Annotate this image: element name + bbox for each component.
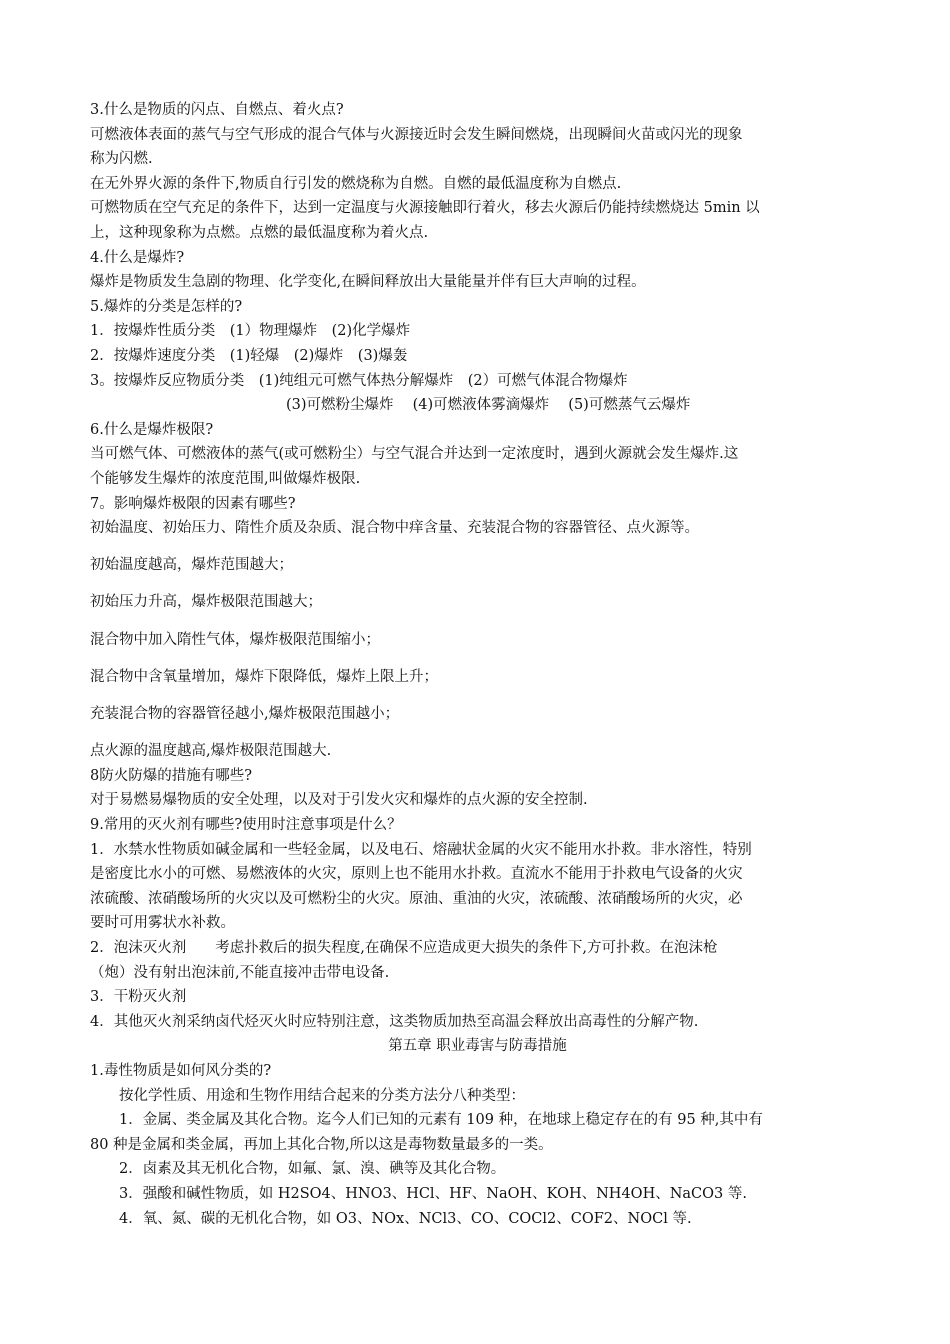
factor-line: 混合物中加入隋性气体，爆炸极限范围缩小； — [90, 631, 380, 648]
list-item: 2．按爆炸速度分类 (1)轻爆 (2)爆炸 (3)爆轰 — [90, 347, 408, 364]
factor-line: 点火源的温度越高,爆炸极限范围越大. — [90, 743, 332, 760]
question-4-title: 4.什么是爆炸? — [90, 249, 185, 266]
chapter-question-1-title: 1.毒性物质是如何风分类的? — [90, 1062, 272, 1079]
list-item: 3．强酸和碱性物质，如 H2SO4、HNO3、HCl、HF、NaOH、KOH、NH4OH、NaCO3 等. — [119, 1185, 747, 1202]
paragraph-line: 要时可用雾状水补救。 — [90, 915, 235, 932]
paragraph-line: 2．泡沫灭火剂 考虑扑救后的损失程度,在确保不应造成更大损失的条件下,方可扑救。在泡沫枪 — [90, 939, 718, 956]
paragraph-line: 4．其他灭火剂采纳卤代烃灭火时应特别注意，这类物质加热至高温会释放出高毒性的分解产物. — [90, 1013, 699, 1030]
paragraph-line: 个能够发生爆炸的浓度范围,叫做爆炸极限. — [90, 470, 361, 487]
paragraph-line: （炮）没有射出泡沫前,不能直接冲击带电设备. — [90, 964, 390, 981]
list-item: 1．金属、类金属及其化合物。迄今人们已知的元素有 109 种，在地球上稳定存在的有 95 种,其中有 — [119, 1112, 763, 1129]
paragraph-line: 上，这种现象称为点燃。点燃的最低温度称为着火点. — [90, 224, 429, 241]
chapter-heading: 第五章 职业毒害与防毒措施 — [388, 1038, 567, 1055]
question-8-title: 8防火防爆的措施有哪些? — [90, 767, 252, 784]
question-9-title: 9.常用的灭火剂有哪些?使用时注意事项是什么？ — [90, 817, 402, 833]
factor-line: 初始压力升高，爆炸极限范围越大； — [90, 594, 322, 611]
factor-line: 混合物中含氧量增加，爆炸下限降低，爆炸上限上升； — [90, 668, 438, 685]
factor-line: 充装混合物的容器管径越小,爆炸极限范围越小； — [90, 706, 400, 723]
factor-line: 初始温度越高，爆炸范围越大； — [90, 557, 293, 574]
paragraph-line: 当可燃气体、可燃液体的蒸气(或可燃粉尘）与空气混合并达到一定浓度时，遇到火源就会发生爆炸.这 — [90, 446, 739, 463]
paragraph-line: 3．干粉灭火剂 — [90, 989, 187, 1006]
paragraph-line: 按化学性质、用途和生物作用结合起来的分类方法分八种类型： — [119, 1087, 525, 1104]
list-item: 3。按爆炸反应物质分类 (1)纯组元可燃气体热分解爆炸 (2）可燃气体混合物爆炸 — [90, 372, 628, 389]
question-6-title: 6.什么是爆炸极限? — [90, 421, 214, 438]
list-item-continued: (3)可燃粉尘爆炸 (4)可燃液体雾滴爆炸 (5)可燃蒸气云爆炸 — [286, 397, 691, 414]
paragraph-line: 1．水禁水性物质如碱金属和一些轻金属，以及电石、熔融状金属的火灾不能用水扑救。非水溶性，特别 — [90, 841, 752, 858]
question-7-title: 7。影响爆炸极限的因素有哪些? — [90, 495, 296, 512]
paragraph-line: 爆炸是物质发生急剧的物理、化学变化,在瞬间释放出大量能量并伴有巨大声响的过程。 — [90, 274, 646, 291]
paragraph-line: 可燃物质在空气充足的条件下，达到一定温度与火源接触即行着火，移去火源后仍能持续燃烧达 5min 以 — [90, 200, 760, 217]
list-item: 1．按爆炸性质分类 (1）物理爆炸 (2)化学爆炸 — [90, 323, 411, 340]
paragraph-line: 初始温度、初始压力、隋性介质及杂质、混合物中痒含量、充装混合物的容器管径、点火源等。 — [90, 520, 699, 537]
paragraph-line: 浓硫酸、浓硝酸场所的火灾以及可燃粉尘的火灾。原油、重油的火灾，浓硫酸、浓硝酸场所的火灾，必 — [90, 890, 743, 907]
list-item-continued: 80 种是金属和类金属，再加上其化合物,所以这是毒物数量最多的一类。 — [90, 1136, 553, 1153]
question-3-title: 3.什么是物质的闪点、自燃点、着火点? — [90, 102, 344, 118]
paragraph-line: 对于易燃易爆物质的安全处理，以及对于引发火灾和爆炸的点火源的安全控制. — [90, 792, 588, 809]
paragraph-line: 是密度比水小的可燃、易燃液体的火灾，原则上也不能用水扑救。直流水不能用于扑救电气设备的火灾 — [90, 866, 743, 883]
document-page — [90, 98, 865, 1231]
list-item: 4．氧、氮、碳的无机化合物，如 O3、NOx、NCl3、CO、COCl2、COF2、NOCl 等. — [119, 1210, 692, 1227]
paragraph-line: 称为闪燃. — [90, 151, 153, 168]
paragraph-line: 在无外界火源的条件下,物质自行引发的燃烧称为自燃。自燃的最低温度称为自燃点. — [90, 175, 622, 192]
list-item: 2．卤素及其无机化合物，如氟、氯、溴、碘等及其化合物。 — [119, 1161, 506, 1178]
question-5-title: 5.爆炸的分类是怎样的? — [90, 298, 243, 315]
paragraph-line: 可燃液体表面的蒸气与空气形成的混合气体与火源接近时会发生瞬间燃烧，出现瞬间火苗或闪光的现象 — [90, 126, 743, 143]
